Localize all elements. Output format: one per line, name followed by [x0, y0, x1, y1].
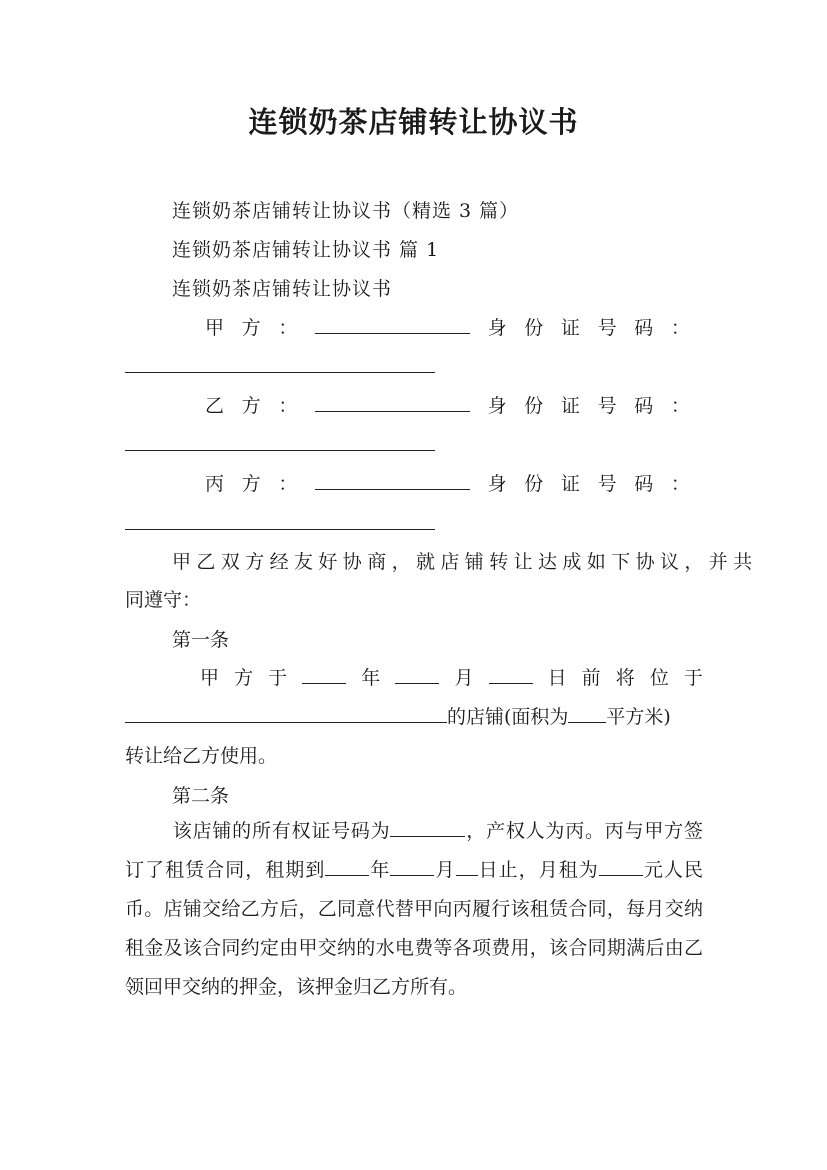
article-text: 日止，月租为 — [477, 859, 599, 881]
id-label-char: 身 — [487, 317, 507, 339]
id-label-char: 份 — [524, 317, 544, 339]
id-label-char: 证 — [560, 395, 580, 417]
id-label-char: 证 — [560, 473, 580, 495]
preamble-line-2: 同遵守： — [125, 589, 202, 611]
party-c-id-blank[interactable] — [125, 529, 435, 530]
article-1-line-3: 转让给乙方使用。 — [125, 745, 278, 767]
article-text: 甲方签订了租赁合同，租期到 — [125, 820, 703, 881]
name-blank[interactable] — [315, 315, 470, 334]
article-text: 平方米) — [606, 706, 671, 728]
party-a-row — [205, 315, 690, 341]
party-b-id-blank[interactable] — [125, 450, 435, 451]
article-char: 甲 — [200, 667, 220, 689]
id-label-char: 码 — [634, 317, 654, 339]
id-label-char: 码 — [634, 395, 654, 417]
id-label-char: 号 — [597, 317, 617, 339]
party-c-row — [205, 471, 690, 497]
article-char: 将 — [615, 667, 635, 689]
id-colon: ： — [670, 473, 690, 495]
article-1-line-1 — [200, 665, 703, 691]
area-blank[interactable] — [568, 704, 606, 723]
id-label-char: 证 — [560, 317, 580, 339]
article-1-heading: 第一条 — [172, 629, 230, 651]
article-char: 月 — [454, 667, 474, 689]
id-label-char: 号 — [597, 395, 617, 417]
certificate-blank[interactable] — [390, 818, 465, 837]
article-char: 于 — [268, 667, 288, 689]
id-colon: ： — [670, 395, 690, 417]
article-text: 该店铺的所有权证号码为 — [172, 820, 391, 842]
article-char: 年 — [361, 667, 381, 689]
name-blank[interactable] — [315, 471, 470, 490]
party-label-char: 乙 — [205, 395, 225, 417]
lease-year-blank[interactable] — [325, 857, 369, 876]
day-blank[interactable] — [489, 665, 533, 684]
article-char: 方 — [234, 667, 254, 689]
id-label-char: 身 — [487, 473, 507, 495]
article-char: 于 — [683, 667, 703, 689]
party-colon: ： — [278, 473, 298, 495]
lease-month-blank[interactable] — [390, 857, 434, 876]
month-blank[interactable] — [395, 665, 439, 684]
id-label-char: 份 — [524, 395, 544, 417]
article-text: 年 — [369, 859, 391, 881]
id-label-char: 码 — [634, 473, 654, 495]
year-blank[interactable] — [302, 665, 346, 684]
rent-blank[interactable] — [599, 857, 643, 876]
intro-line-3: 连锁奶茶店铺转让协议书 — [172, 278, 393, 300]
article-2-body — [125, 812, 703, 1007]
article-char: 位 — [649, 667, 669, 689]
lease-day-blank[interactable] — [456, 857, 478, 876]
id-label-char: 份 — [524, 473, 544, 495]
party-label-char: 方 — [241, 395, 261, 417]
preamble-line-1 — [172, 549, 758, 575]
party-a-id-blank[interactable] — [125, 372, 435, 373]
intro-line-2: 连锁奶茶店铺转让协议书 篇 1 — [172, 239, 440, 261]
party-colon: ： — [278, 317, 298, 339]
party-label-char: 甲 — [205, 317, 225, 339]
party-colon: ： — [278, 395, 298, 417]
article-1-line-2 — [125, 704, 671, 730]
party-label-char: 丙 — [205, 473, 225, 495]
id-colon: ： — [670, 317, 690, 339]
article-char: 前 — [581, 667, 601, 689]
name-blank[interactable] — [315, 393, 470, 412]
intro-line-1: 连锁奶茶店铺转让协议书（精选 3 篇） — [172, 200, 520, 222]
party-label-char: 方 — [241, 473, 261, 495]
id-label-char: 身 — [487, 395, 507, 417]
article-char: 日 — [547, 667, 567, 689]
article-text: ，产权人为丙。丙与 — [465, 820, 645, 842]
location-blank[interactable] — [125, 704, 447, 723]
article-text: 元人民币。店铺交给乙方后，乙同意代替甲向丙履行该租赁合同，每月交纳租金及该合同约定由甲交纳的水电费等各项费用，该合同期满后由乙领回甲交纳的押金，该押金归乙方所有。 — [125, 859, 703, 998]
article-text: 的店铺(面积为 — [447, 706, 569, 728]
document-title: 连锁奶茶店铺转让协议书 — [248, 105, 579, 139]
party-label-char: 方 — [241, 317, 261, 339]
preamble-text: 甲乙双方经友好协商，就店铺转让达成如下协议，并共 — [172, 551, 758, 573]
article-text: 月 — [434, 859, 456, 881]
article-2-heading: 第二条 — [172, 785, 230, 807]
party-b-row — [205, 393, 690, 419]
id-label-char: 号 — [597, 473, 617, 495]
